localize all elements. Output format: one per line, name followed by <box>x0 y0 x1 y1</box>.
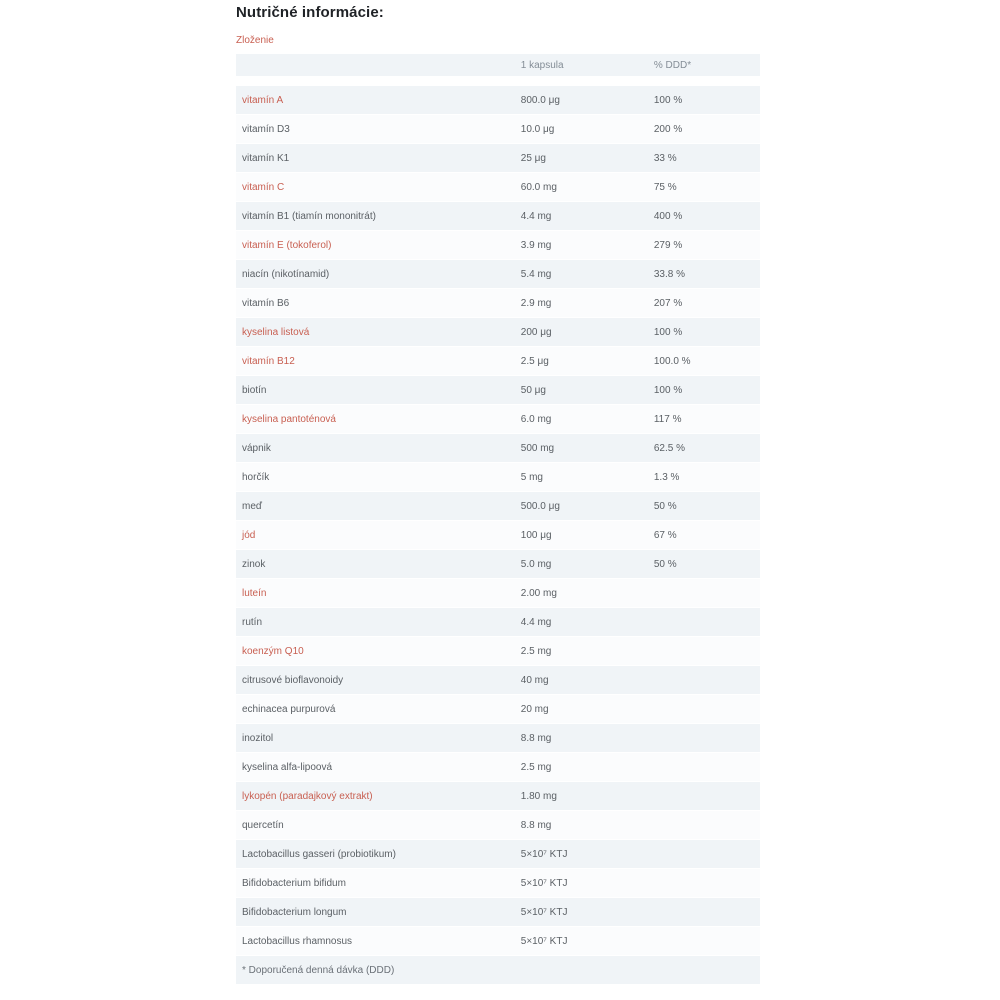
ddd-value: 117 % <box>648 405 760 434</box>
ddd-value <box>648 637 760 666</box>
amount-value: 500.0 μg <box>515 492 648 521</box>
table-row <box>236 811 760 840</box>
amount-value: 2.5 μg <box>515 347 648 376</box>
nutrition-section <box>236 4 760 985</box>
table-row <box>236 405 760 434</box>
amount-value: 500 mg <box>515 434 648 463</box>
amount-value: 60.0 mg <box>515 173 648 202</box>
ddd-value: 400 % <box>648 202 760 231</box>
ingredient-link[interactable]: luteín <box>242 587 267 599</box>
ingredient-label: vápnik <box>242 442 271 454</box>
table-row <box>236 869 760 898</box>
ddd-value <box>648 811 760 840</box>
ingredient-link[interactable]: vitamín E (tokoferol) <box>242 239 332 251</box>
ddd-value: 33 % <box>648 144 760 173</box>
ddd-value: 75 % <box>648 173 760 202</box>
ingredient-label: biotín <box>242 384 267 396</box>
ingredient-label: vitamín B1 (tiamín mononitrát) <box>242 210 376 222</box>
amount-value: 5 mg <box>515 463 648 492</box>
table-row <box>236 173 760 202</box>
amount-value: 5×10⁷ KTJ <box>515 840 648 869</box>
ddd-value: 33.8 % <box>648 260 760 289</box>
ddd-value: 200 % <box>648 115 760 144</box>
amount-value: 2.5 mg <box>515 753 648 782</box>
amount-value: 800.0 μg <box>515 81 648 115</box>
ingredient-label: citrusové bioflavonoidy <box>242 674 344 686</box>
amount-value: 8.8 mg <box>515 724 648 753</box>
table-row <box>236 115 760 144</box>
header-per-serving: 1 kapsula <box>515 54 648 81</box>
ingredient-link[interactable]: kyselina pantoténová <box>242 413 336 425</box>
ddd-value: 100 % <box>648 318 760 347</box>
table-row <box>236 724 760 753</box>
header-ingredient <box>236 54 515 81</box>
ingredient-link[interactable]: kyselina listová <box>242 326 310 338</box>
ddd-value <box>648 927 760 956</box>
ddd-value: 50 % <box>648 492 760 521</box>
amount-value: 8.8 mg <box>515 811 648 840</box>
ddd-footnote: * Doporučená denná dávka (DDD) <box>236 956 760 985</box>
composition-link[interactable]: Zloženie <box>236 35 274 46</box>
ingredient-link[interactable]: jód <box>242 529 256 541</box>
table-row <box>236 579 760 608</box>
amount-value: 6.0 mg <box>515 405 648 434</box>
amount-value: 5×10⁷ KTJ <box>515 927 648 956</box>
ingredient-label: quercetín <box>242 819 284 831</box>
table-row <box>236 434 760 463</box>
table-row <box>236 637 760 666</box>
ingredient-link[interactable]: vitamín A <box>242 94 284 106</box>
ddd-value <box>648 753 760 782</box>
amount-value: 2.5 mg <box>515 637 648 666</box>
amount-value: 5×10⁷ KTJ <box>515 898 648 927</box>
ddd-value <box>648 608 760 637</box>
nutrition-table <box>236 54 760 985</box>
table-row <box>236 927 760 956</box>
table-row <box>236 782 760 811</box>
ingredient-label: vitamín K1 <box>242 152 290 164</box>
ingredient-label: zinok <box>242 558 266 570</box>
ddd-value: 100 % <box>648 376 760 405</box>
ingredient-label: vitamín D3 <box>242 123 290 135</box>
amount-value: 2.00 mg <box>515 579 648 608</box>
amount-value: 3.9 mg <box>515 231 648 260</box>
table-row <box>236 753 760 782</box>
ddd-value <box>648 724 760 753</box>
ingredient-label: Lactobacillus rhamnosus <box>242 935 353 947</box>
amount-value: 2.9 mg <box>515 289 648 318</box>
table-row <box>236 666 760 695</box>
amount-value: 200 μg <box>515 318 648 347</box>
ddd-value: 279 % <box>648 231 760 260</box>
ddd-value <box>648 666 760 695</box>
ddd-value <box>648 869 760 898</box>
table-row <box>236 492 760 521</box>
table-row <box>236 695 760 724</box>
ingredient-label: echinacea purpurová <box>242 703 336 715</box>
table-row <box>236 898 760 927</box>
ddd-value: 207 % <box>648 289 760 318</box>
amount-value: 40 mg <box>515 666 648 695</box>
page-title: Nutričné informácie: <box>236 4 384 21</box>
table-row <box>236 231 760 260</box>
ingredient-label: inozitol <box>242 732 274 744</box>
table-row <box>236 81 760 115</box>
header-ddd: % DDD* <box>648 54 760 81</box>
ddd-value: 67 % <box>648 521 760 550</box>
amount-value: 4.4 mg <box>515 608 648 637</box>
amount-value: 1.80 mg <box>515 782 648 811</box>
ingredient-link[interactable]: koenzým Q10 <box>242 645 304 657</box>
ddd-value <box>648 898 760 927</box>
amount-value: 10.0 μg <box>515 115 648 144</box>
ingredient-link[interactable]: vitamín B12 <box>242 355 295 367</box>
ingredient-label: rutín <box>242 616 263 628</box>
table-row <box>236 144 760 173</box>
ddd-value <box>648 840 760 869</box>
ddd-value <box>648 782 760 811</box>
amount-value: 50 μg <box>515 376 648 405</box>
ddd-value <box>648 695 760 724</box>
ingredient-label: Lactobacillus gasseri (probiotikum) <box>242 848 396 860</box>
amount-value: 20 mg <box>515 695 648 724</box>
table-row <box>236 289 760 318</box>
ingredient-label: niacín (nikotínamid) <box>242 268 330 280</box>
ddd-value: 1.3 % <box>648 463 760 492</box>
table-row <box>236 463 760 492</box>
ddd-value: 100.0 % <box>648 347 760 376</box>
amount-value: 5×10⁷ KTJ <box>515 869 648 898</box>
ingredient-label: Bifidobacterium longum <box>242 906 347 918</box>
ddd-value: 100 % <box>648 81 760 115</box>
amount-value: 5.4 mg <box>515 260 648 289</box>
ddd-value: 50 % <box>648 550 760 579</box>
ingredient-label: meď <box>242 500 263 512</box>
table-header-row <box>236 54 760 81</box>
ddd-value: 62.5 % <box>648 434 760 463</box>
ingredient-label: horčík <box>242 471 270 483</box>
table-row <box>236 840 760 869</box>
amount-value: 4.4 mg <box>515 202 648 231</box>
table-row <box>236 608 760 637</box>
table-row <box>236 521 760 550</box>
table-row <box>236 376 760 405</box>
ingredient-link[interactable]: vitamín C <box>242 181 285 193</box>
ingredient-link[interactable]: lykopén (paradajkový extrakt) <box>242 790 373 802</box>
ingredient-label: vitamín B6 <box>242 297 290 309</box>
amount-value: 25 μg <box>515 144 648 173</box>
table-row <box>236 202 760 231</box>
ingredient-label: Bifidobacterium bifidum <box>242 877 346 889</box>
table-row <box>236 318 760 347</box>
ingredient-label: kyselina alfa-lipoová <box>242 761 333 773</box>
table-footnote-row <box>236 956 760 985</box>
amount-value: 100 μg <box>515 521 648 550</box>
ddd-value <box>648 579 760 608</box>
table-row <box>236 260 760 289</box>
table-row <box>236 550 760 579</box>
amount-value: 5.0 mg <box>515 550 648 579</box>
table-row <box>236 347 760 376</box>
